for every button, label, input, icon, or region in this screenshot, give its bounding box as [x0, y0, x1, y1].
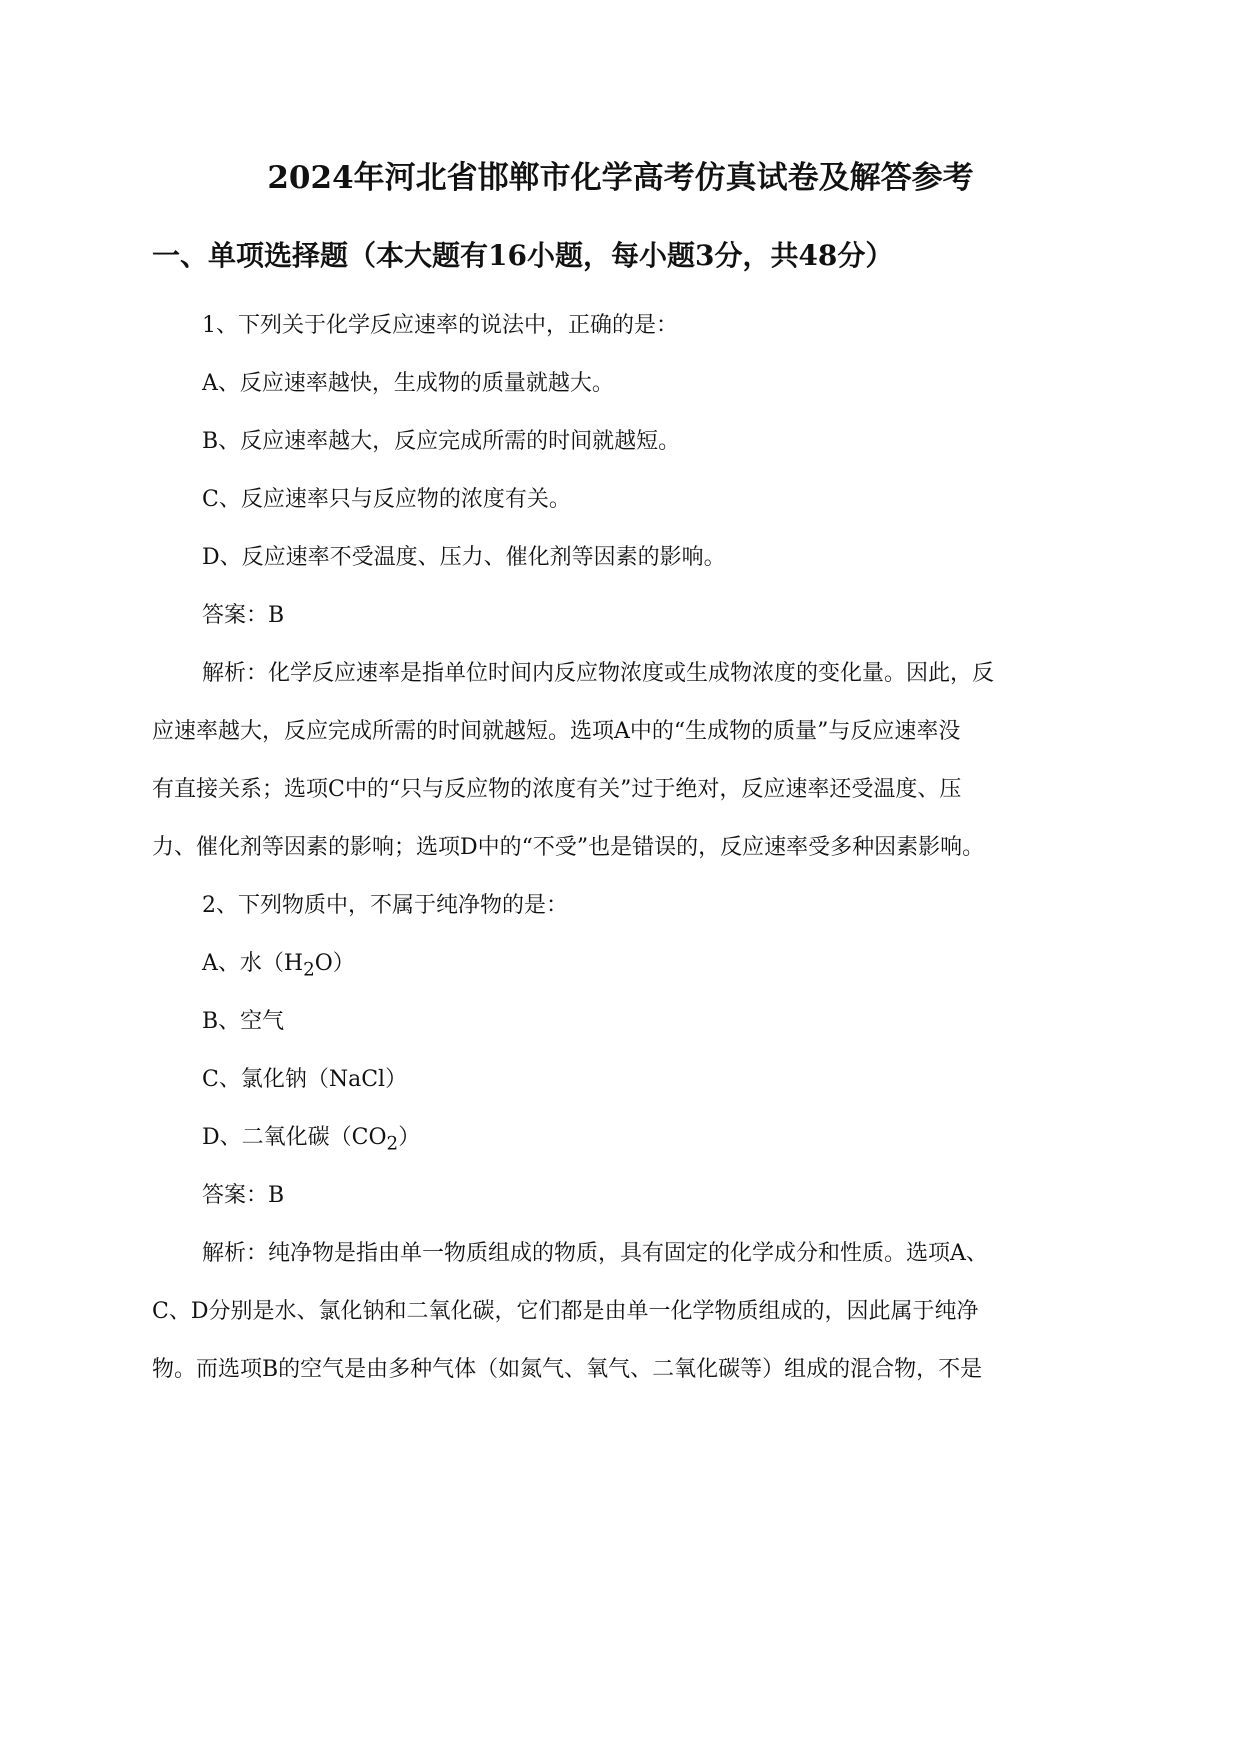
- q1-analysis-line: 有直接关系；选项C中的“只与反应物的浓度有关”过于绝对，反应速率还受温度、压: [152, 777, 962, 802]
- q1-option-b: B、反应速率越大，反应完成所需的时间就越短。: [202, 429, 681, 454]
- q2-analysis-line: C、D分别是水、氯化钠和二氧化碳，它们都是由单一化学物质组成的，因此属于纯净: [152, 1299, 979, 1324]
- q2-option-b: B、空气: [202, 1009, 285, 1034]
- q2-option-d-text-end: ）: [398, 1125, 421, 1150]
- q2-option-c: C、氯化钠（NaCl）: [202, 1067, 408, 1092]
- q1-analysis-line: 解析：化学反应速率是指单位时间内反应物浓度或生成物浓度的变化量。因此，反: [202, 661, 995, 686]
- q1-analysis-line: 力、催化剂等因素的影响；选项D中的“不受”也是错误的，反应速率受多种因素影响。: [152, 835, 985, 860]
- q2-option-a: [202, 949, 355, 985]
- q2-option-d: [202, 1123, 420, 1159]
- q2-analysis-line: 解析：纯净物是指由单一物质组成的物质，具有固定的化学成分和性质。选项A、: [202, 1241, 988, 1266]
- q2-option-d-subscript: 2: [386, 1133, 399, 1155]
- q2-stem: 2、下列物质中，不属于纯净物的是：: [202, 893, 568, 918]
- document-title: 2024年河北省邯郸市化学高考仿真试卷及解答参考: [267, 160, 974, 196]
- q2-answer: 答案：B: [202, 1183, 285, 1208]
- q2-option-d-text: D、二氧化碳（CO: [202, 1125, 387, 1150]
- q2-option-a-subscript: 2: [303, 959, 315, 981]
- section-heading: 一、单项选择题（本大题有16小题，每小题3分，共48分）: [152, 239, 894, 272]
- q1-answer: 答案：B: [202, 603, 285, 628]
- q1-option-a: A、反应速率越快，生成物的质量就越大。: [202, 371, 614, 396]
- q1-analysis-line: 应速率越大，反应完成所需的时间就越短。选项A中的“生成物的质量”与反应速率没: [152, 719, 961, 744]
- q2-option-a-text: A、水（H: [202, 951, 304, 976]
- q1-option-d: D、反应速率不受温度、压力、催化剂等因素的影响。: [202, 545, 726, 570]
- q1-stem: 1、下列关于化学反应速率的说法中，正确的是：: [202, 313, 678, 338]
- q1-option-c: C、反应速率只与反应物的浓度有关。: [202, 487, 571, 512]
- q2-analysis-line: 物。而选项B的空气是由多种气体（如氮气、氧气、二氧化碳等）组成的混合物，不是: [152, 1357, 983, 1382]
- q2-option-a-text-end: O）: [314, 951, 355, 976]
